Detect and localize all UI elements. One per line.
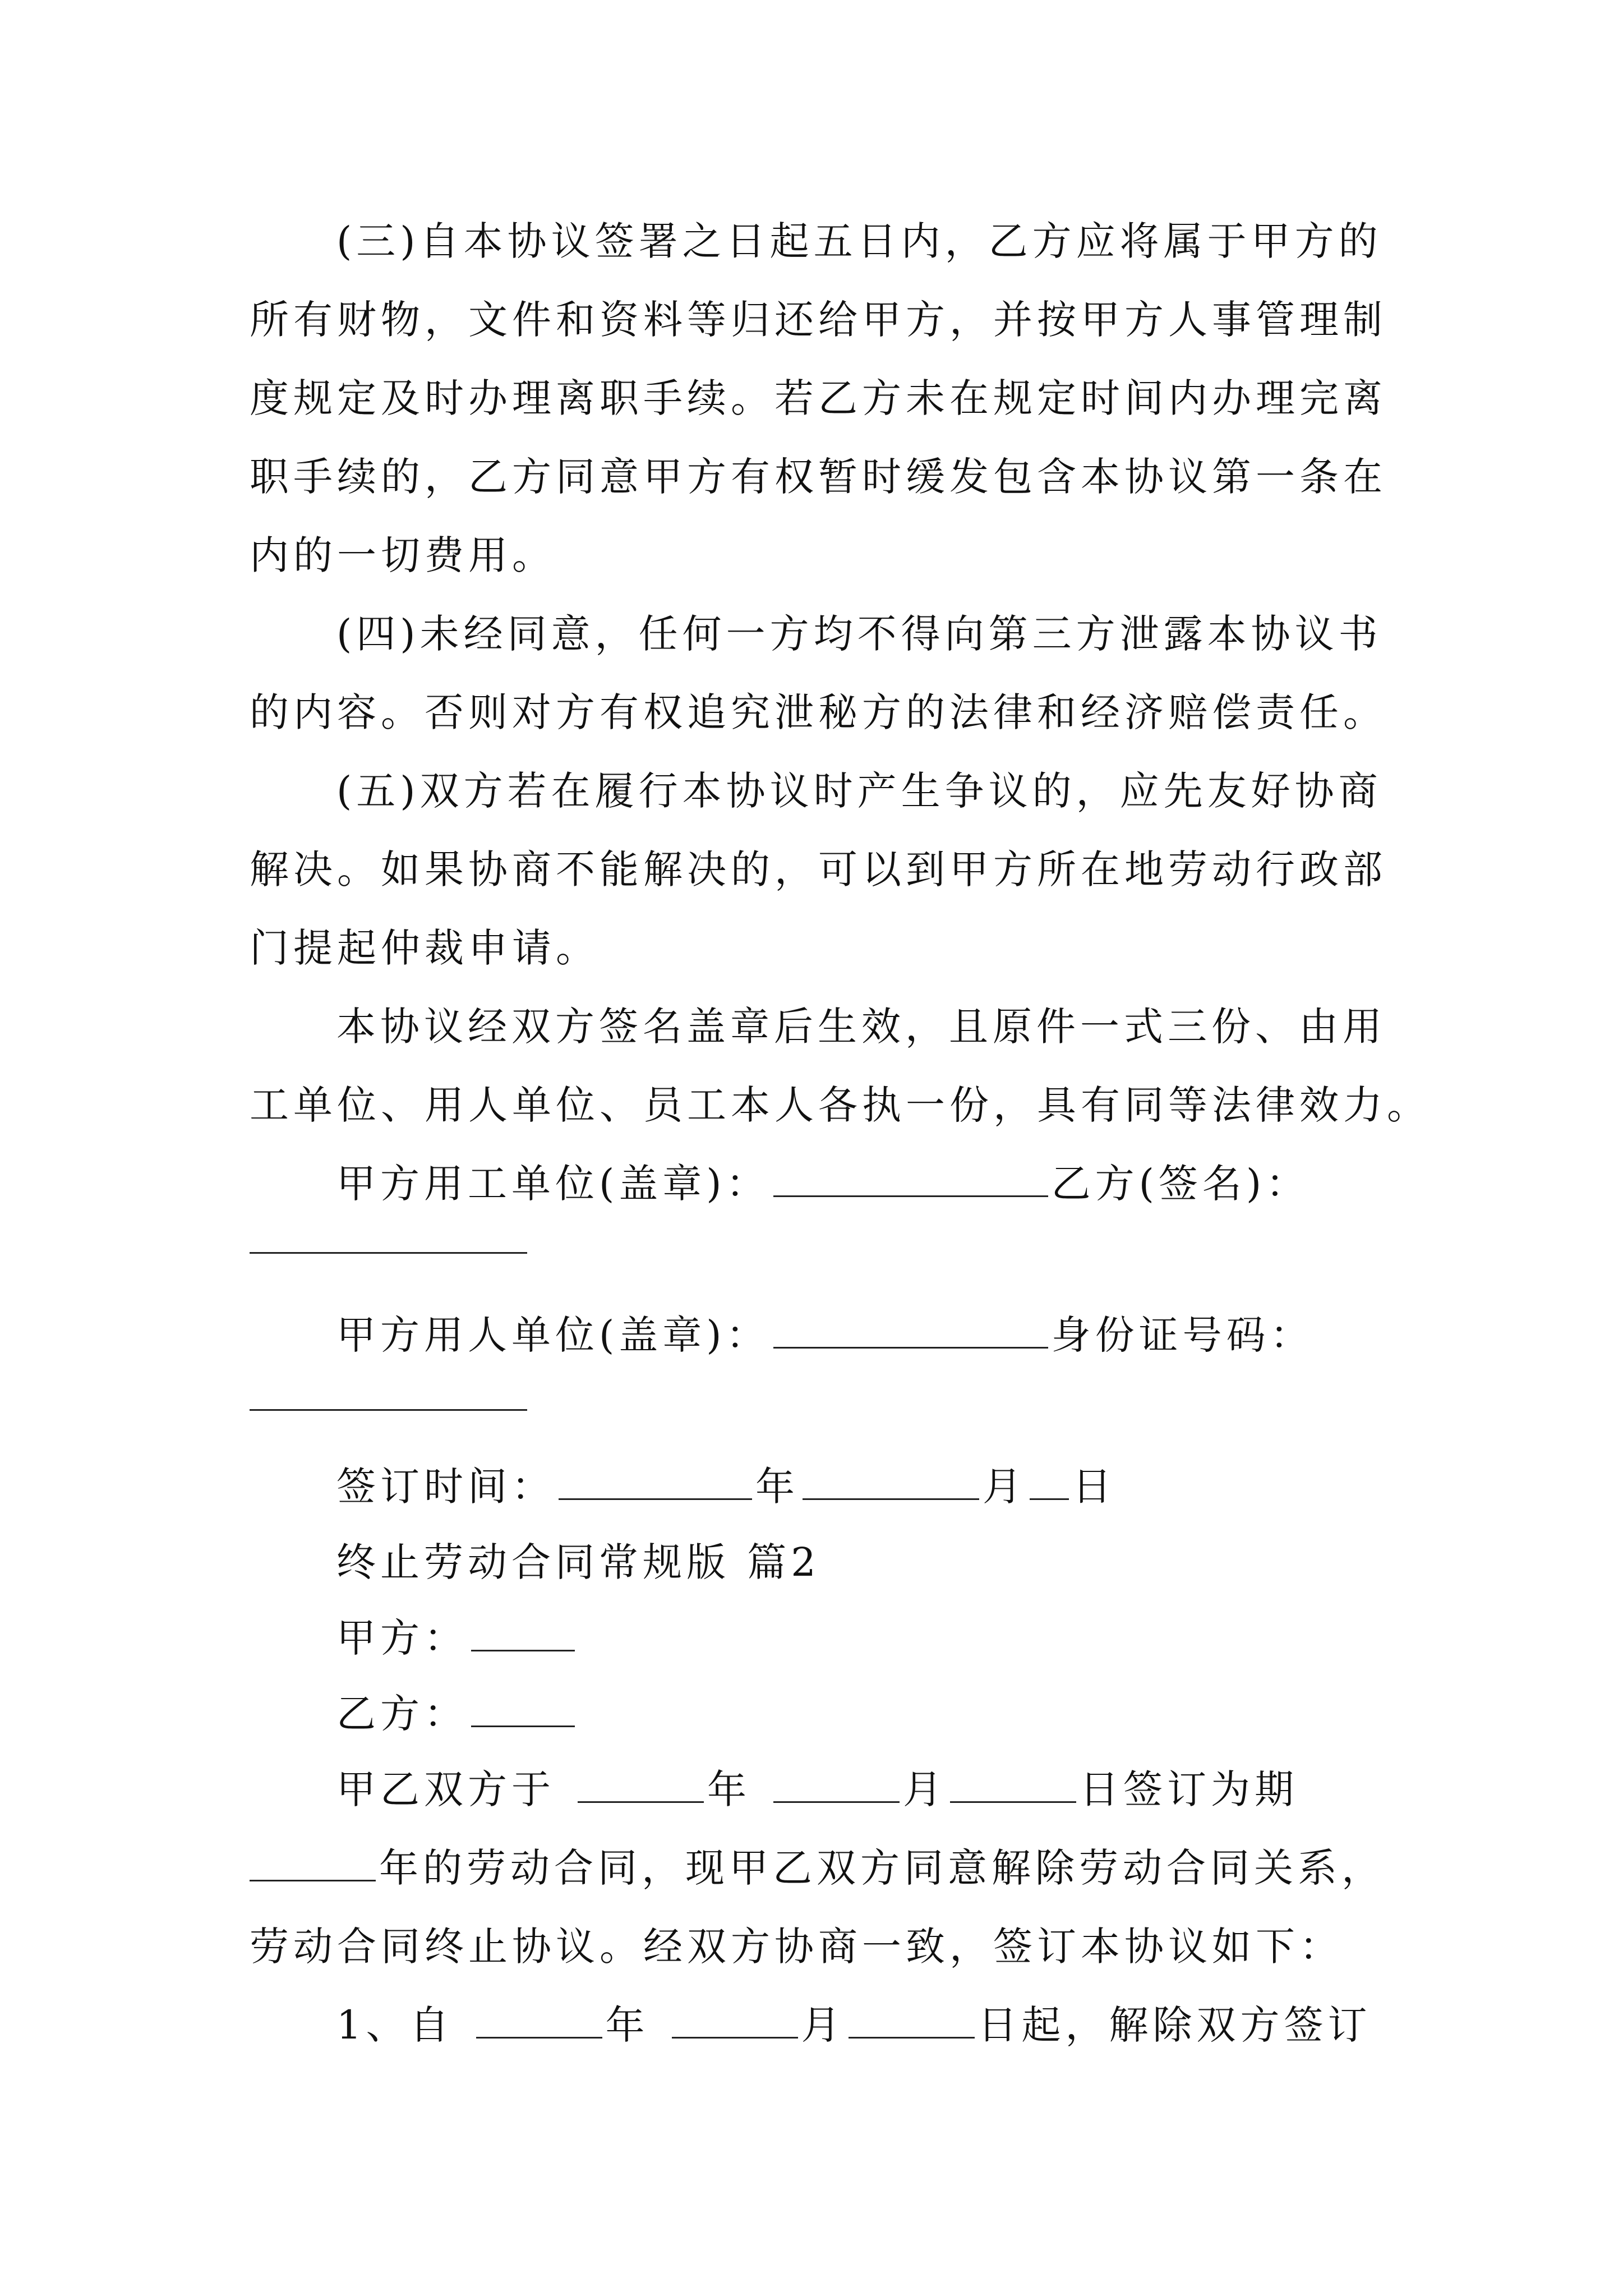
sign-day-label: 日: [1072, 1464, 1116, 1510]
intro-month-blank: [773, 1762, 900, 1803]
employer-hiring-unit-label: 甲方用人单位(盖章)：: [336, 1312, 770, 1358]
intro-year-blank: [578, 1762, 704, 1803]
party-b-sign-label: 乙方(签名)：: [1051, 1161, 1310, 1207]
sign-date-row: [336, 1458, 1377, 1515]
paragraph-3-line-5: 内的一切费用。: [250, 532, 556, 578]
employer-work-unit-blank: [773, 1156, 1048, 1197]
intro-text-end: 日签订为期: [1080, 1766, 1298, 1812]
party-b-row: [336, 1686, 1377, 1742]
party-b-label: 乙方：: [336, 1691, 468, 1737]
paragraph-3-line-3: 度规定及时办理离职手续。若乙方未在规定时间内办理完离: [250, 375, 1387, 421]
intro-day-blank: [950, 1762, 1076, 1803]
party-b-sign-blank: [250, 1252, 527, 1254]
employer-work-unit-label: 甲方用工单位(盖章)：: [336, 1161, 770, 1207]
item-1-start: 1、自: [336, 2002, 454, 2048]
signature-row-1: [336, 1156, 1377, 1212]
sign-month-label: 月: [983, 1464, 1026, 1510]
item-1-month-blank: [672, 1998, 798, 2039]
sign-date-label: 签订时间：: [336, 1464, 555, 1510]
section-2-intro-line-2: [250, 1840, 1385, 1896]
sign-year-label: 年: [755, 1464, 799, 1510]
effect-clause-line-1: 本协议经双方签名盖章后生效，且原件一式三份、由用: [336, 1004, 1386, 1050]
paragraph-4-line-1: (四)未经同意，任何一方均不得向第三方泄露本协议书: [336, 611, 1382, 657]
item-1-year-blank: [476, 1998, 602, 2039]
paragraph-5-line-1: (五)双方若在履行本协议时产生争议的，应先友好协商: [336, 768, 1382, 814]
intro-month-label: 月: [903, 1766, 947, 1812]
party-a-row: [336, 1610, 1377, 1666]
item-1-line-1: [336, 1997, 1377, 2053]
section-2-title: 终止劳动合同常规版 篇2: [336, 1539, 820, 1585]
paragraph-3-line-2: 所有财物，文件和资料等归还给甲方，并按甲方人事管理制: [250, 297, 1387, 343]
paragraph-4-line-2: 的内容。否则对方有权追究泄秘方的法律和经济赔偿责任。: [250, 689, 1387, 735]
sign-year-blank: [559, 1459, 752, 1500]
party-a-label: 甲方：: [336, 1615, 468, 1661]
paragraph-5-line-2: 解决。如果协商不能解决的，可以到甲方所在地劳动行政部: [250, 846, 1387, 892]
sign-day-blank: [1030, 1459, 1069, 1500]
paragraph-3-line-1: (三)自本协议签署之日起五日内，乙方应将属于甲方的: [336, 218, 1382, 264]
section-2-intro-line-1: [336, 1761, 1377, 1818]
intro-text-b: 年的劳动合同，现甲乙双方同意解除劳动合同关系，: [379, 1845, 1385, 1891]
item-1-month-label: 月: [801, 2002, 845, 2048]
party-b-blank: [471, 1686, 575, 1727]
employer-hiring-unit-blank: [773, 1308, 1048, 1349]
signature-row-2: [336, 1307, 1377, 1363]
intro-text-a: 甲乙双方于: [336, 1766, 555, 1812]
sign-month-blank: [803, 1459, 979, 1500]
section-2-intro-line-3: 劳动合同终止协议。经双方协商一致，签订本协议如下：: [250, 1924, 1343, 1970]
paragraph-5-line-3: 门提起仲裁申请。: [250, 925, 600, 971]
party-a-blank: [471, 1611, 575, 1651]
paragraph-3-line-4: 职手续的，乙方同意甲方有权暂时缓发包含本协议第一条在: [250, 454, 1387, 500]
id-number-label: 身份证号码：: [1051, 1312, 1314, 1358]
intro-term-blank: [250, 1841, 376, 1881]
item-1-end: 日起，解除双方签订: [978, 2002, 1372, 2048]
item-1-year-label: 年: [605, 2002, 649, 2048]
item-1-day-blank: [849, 1998, 975, 2039]
effect-clause-line-2: 工单位、用人单位、员工本人各执一份，具有同等法律效力。: [250, 1082, 1431, 1128]
id-number-blank: [250, 1409, 527, 1411]
intro-year-label: 年: [707, 1766, 751, 1812]
